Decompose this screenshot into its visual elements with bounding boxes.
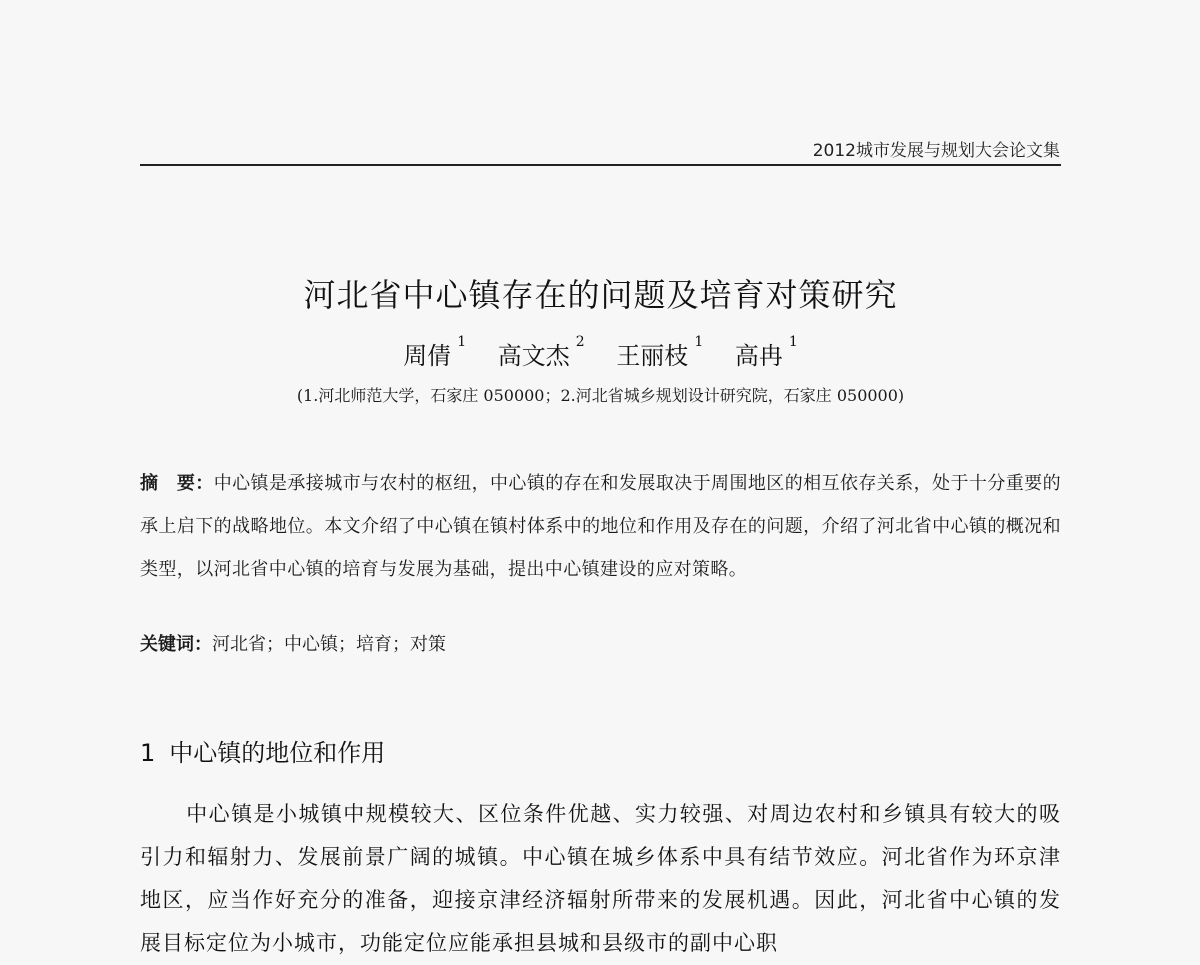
body-paragraph: 中心镇是小城镇中规模较大、区位条件优越、实力较强、对周边农村和乡镇具有较大的吸引力和辐射力、发展前景广阔的城镇。中心镇在城乡体系中具有结节效应。河北省作为环京津地区，应当作好充分的准备，迎接京津经济辐射所带来的发展机遇。因此，河北省中心镇的发展目标定位为小城市，功能定位应能承担县城和县级市的副中心职 <box>140 802 1061 955</box>
paper-title: 河北省中心镇存在的问题及培育对策研究 <box>303 276 898 314</box>
author <box>403 336 466 371</box>
author <box>735 336 798 371</box>
keywords <box>140 630 1061 660</box>
abstract-label: 摘 要： <box>140 473 214 494</box>
section-number: 1 <box>140 739 156 767</box>
header-rule <box>140 164 1061 166</box>
author-name: 周倩 <box>403 342 452 370</box>
body-text <box>140 793 1061 965</box>
author <box>616 336 703 371</box>
keywords-text: 河北省；中心镇；培育；对策 <box>212 634 446 655</box>
author-name: 高冉 <box>734 342 783 370</box>
author-affiliation-marker: 2 <box>575 334 585 350</box>
abstract <box>140 462 1061 591</box>
section-heading <box>140 733 1061 768</box>
keywords-label: 关键词： <box>140 634 212 655</box>
abstract-text: 中心镇是承接城市与农村的枢纽，中心镇的存在和发展取决于周围地区的相互依存关系，处于十分重要的承上启下的战略地位。本文介绍了中心镇在镇村体系中的地位和作用及存在的问题，介绍了河北省中心镇的概况和类型，以河北省中心镇的培育与发展为基础，提出中心镇建设的应对策略。 <box>140 473 1061 580</box>
author-name: 王丽枝 <box>616 342 689 370</box>
author <box>498 336 585 371</box>
author-affiliation-marker: 1 <box>694 334 704 350</box>
author-affiliation-marker: 1 <box>457 334 467 350</box>
affiliations: (1.河北师范大学，石家庄 050000；2.河北省城乡规划设计研究院，石家庄 050000) <box>296 386 905 405</box>
running-header: 2012城市发展与规划大会论文集 <box>812 141 1060 161</box>
author-name: 高文杰 <box>497 342 570 370</box>
section-title: 中心镇的地位和作用 <box>169 739 386 767</box>
author-affiliation-marker: 1 <box>788 334 798 350</box>
author-list <box>140 336 1061 371</box>
